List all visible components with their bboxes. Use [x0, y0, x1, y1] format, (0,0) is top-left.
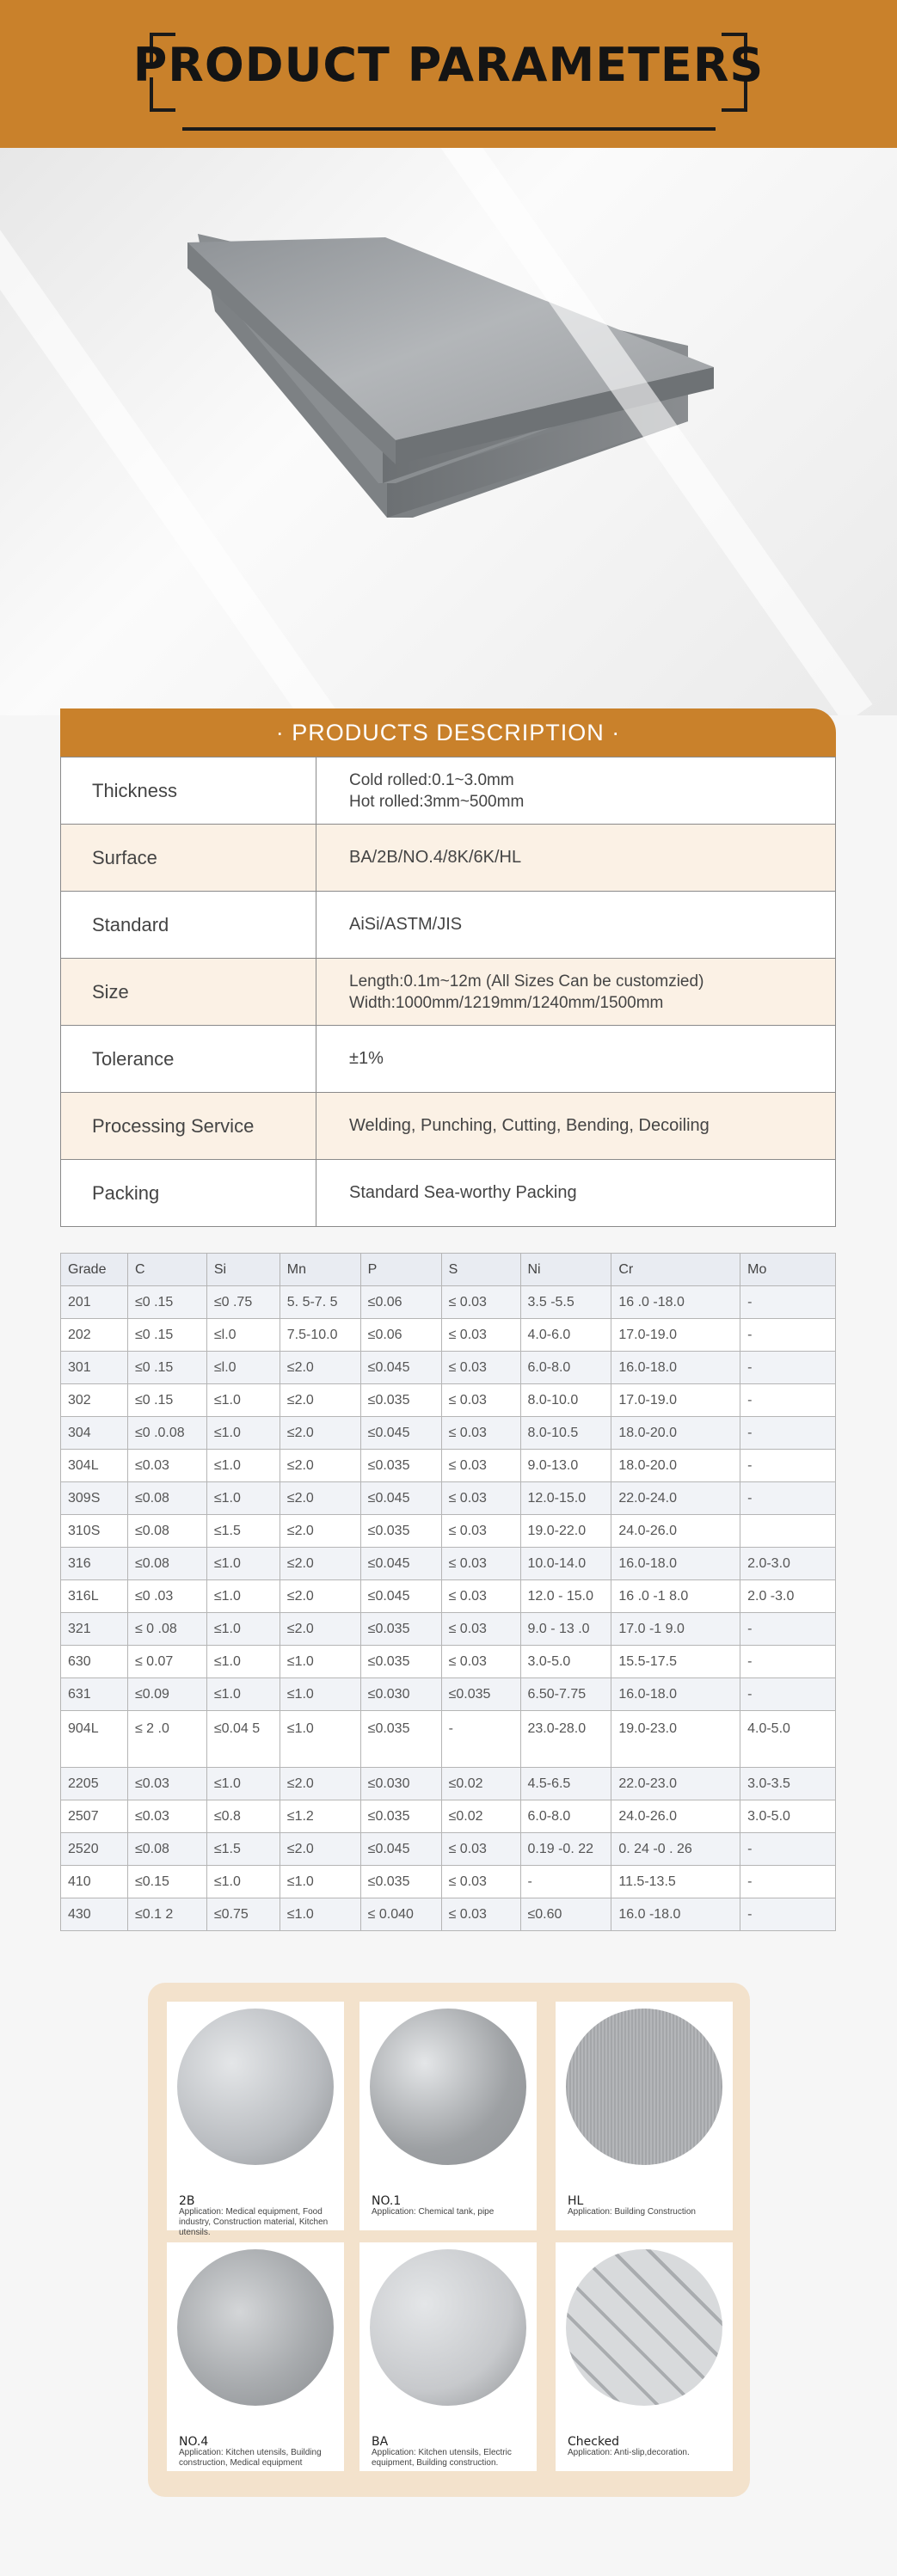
grade-cell: - [740, 1898, 836, 1931]
grade-cell: 16.0-18.0 [611, 1678, 740, 1711]
grade-cell: 3.0-5.0 [740, 1800, 836, 1833]
grade-cell: 18.0-20.0 [611, 1450, 740, 1482]
grade-cell: ≤0.035 [360, 1800, 441, 1833]
grade-cell: - [740, 1384, 836, 1417]
description-value [316, 1026, 836, 1093]
description-table [60, 757, 836, 1227]
grade-cell: 309S [61, 1482, 128, 1515]
grade-cell: ≤0.035 [360, 1515, 441, 1548]
grade-cell: 201 [61, 1286, 128, 1319]
grade-cell: 3.0-3.5 [740, 1768, 836, 1800]
description-value-line: Hot rolled:3mm~500mm [349, 792, 525, 811]
grade-row [61, 1548, 836, 1580]
grade-cell: 12.0-15.0 [520, 1482, 611, 1515]
grade-cell: ≤2.0 [280, 1417, 360, 1450]
grade-row [61, 1417, 836, 1450]
grade-cell: 5. 5-7. 5 [280, 1286, 360, 1319]
grade-cell: ≤1.0 [280, 1898, 360, 1931]
grade-cell: ≤0.02 [441, 1800, 520, 1833]
grade-cell: 7.5-10.0 [280, 1319, 360, 1352]
grade-cell: 3.0-5.0 [520, 1646, 611, 1678]
grade-row [61, 1450, 836, 1482]
grade-cell: 16.0-18.0 [611, 1548, 740, 1580]
grade-cell: 8.0-10.5 [520, 1417, 611, 1450]
grade-cell: ≤0.1 2 [127, 1898, 206, 1931]
grade-cell: 2.0 -3.0 [740, 1580, 836, 1613]
grade-cell: ≤1.0 [206, 1678, 280, 1711]
grade-cell: 430 [61, 1898, 128, 1931]
grade-cell: ≤ 0.03 [441, 1866, 520, 1898]
grade-cell: 9.0 - 13 .0 [520, 1613, 611, 1646]
description-value-line: Welding, Punching, Cutting, Bending, Decoiling [349, 1116, 710, 1135]
grade-cell: 18.0-20.0 [611, 1417, 740, 1450]
grade-cell: ≤0.03 [127, 1768, 206, 1800]
grade-composition-table [60, 1253, 836, 1931]
grade-cell: 24.0-26.0 [611, 1515, 740, 1548]
grade-cell: ≤0 .75 [206, 1286, 280, 1319]
grade-cell: 0.19 -0. 22 [520, 1833, 611, 1866]
grade-cell: ≤1.0 [206, 1482, 280, 1515]
grade-cell: 11.5-13.5 [611, 1866, 740, 1898]
grade-cell: 17.0 -1 9.0 [611, 1613, 740, 1646]
description-value [316, 757, 836, 825]
column-header: C [127, 1254, 206, 1286]
finish-card [556, 2002, 733, 2230]
grade-row [61, 1898, 836, 1931]
grade-cell: ≤1.0 [206, 1580, 280, 1613]
grade-row [61, 1319, 836, 1352]
grade-cell: ≤0.75 [206, 1898, 280, 1931]
grade-cell: 17.0-19.0 [611, 1384, 740, 1417]
grade-cell: ≤l.0 [206, 1319, 280, 1352]
grade-cell: ≤1.5 [206, 1515, 280, 1548]
description-row [61, 959, 836, 1026]
finish-application: Application: Anti-slip,decoration. [568, 2448, 690, 2457]
grade-cell: 410 [61, 1866, 128, 1898]
grade-cell: 304L [61, 1450, 128, 1482]
description-row [61, 892, 836, 959]
grade-cell: ≤0.06 [360, 1286, 441, 1319]
grade-cell: ≤l.0 [206, 1352, 280, 1384]
finish-card [556, 2242, 733, 2471]
grade-cell: ≤0.03 [127, 1800, 206, 1833]
grade-cell: ≤0.045 [360, 1417, 441, 1450]
grade-cell: ≤ 0.03 [441, 1515, 520, 1548]
grade-cell: - [740, 1352, 836, 1384]
description-key: Processing Service [61, 1093, 316, 1160]
grade-cell: ≤ 0.040 [360, 1898, 441, 1931]
product-photo [0, 148, 897, 715]
grade-cell: ≤0 .15 [127, 1384, 206, 1417]
grade-cell: ≤0.035 [360, 1384, 441, 1417]
finish-application: Application: Building Construction [568, 2207, 696, 2217]
grade-cell: ≤0 .0.08 [127, 1417, 206, 1450]
description-row [61, 825, 836, 892]
grade-row [61, 1800, 836, 1833]
grade-cell: 17.0-19.0 [611, 1319, 740, 1352]
description-value-line: Width:1000mm/1219mm/1240mm/1500mm [349, 993, 664, 1012]
description-key: Surface [61, 825, 316, 892]
finish-application: Application: Chemical tank, pipe [372, 2207, 495, 2217]
grade-cell: - [740, 1646, 836, 1678]
grade-row [61, 1678, 836, 1711]
grade-cell: ≤0.08 [127, 1482, 206, 1515]
finish-card [359, 2002, 537, 2230]
grade-row [61, 1711, 836, 1768]
grade-cell: - [740, 1678, 836, 1711]
grade-cell: 6.0-8.0 [520, 1800, 611, 1833]
grade-cell: ≤0.045 [360, 1548, 441, 1580]
finish-sample-disc [566, 2009, 722, 2165]
grade-cell: 16 .0 -18.0 [611, 1286, 740, 1319]
grade-cell: - [740, 1286, 836, 1319]
grade-cell: ≤ 0.03 [441, 1833, 520, 1866]
grade-cell: ≤1.0 [280, 1711, 360, 1768]
grade-cell: - [520, 1866, 611, 1898]
description-value-line: Standard Sea-worthy Packing [349, 1183, 577, 1202]
grade-cell: ≤0.035 [360, 1613, 441, 1646]
grade-cell: - [740, 1482, 836, 1515]
grade-cell: 2205 [61, 1768, 128, 1800]
grade-cell: ≤0.045 [360, 1833, 441, 1866]
grade-cell: ≤0.60 [520, 1898, 611, 1931]
grade-cell: ≤ 0.03 [441, 1646, 520, 1678]
finish-application: Application: Medical equipment, Food industry, Construction material, Kitchen utensils. [179, 2207, 329, 2237]
grade-row [61, 1646, 836, 1678]
description-row [61, 757, 836, 825]
grade-cell: - [740, 1450, 836, 1482]
grade-cell: ≤1.0 [206, 1548, 280, 1580]
grade-cell: ≤2.0 [280, 1450, 360, 1482]
description-key: Thickness [61, 757, 316, 825]
finish-name: BA [372, 2435, 389, 2449]
grade-cell: - [740, 1866, 836, 1898]
grade-row [61, 1866, 836, 1898]
grade-cell: ≤1.0 [206, 1450, 280, 1482]
grade-cell: ≤0.06 [360, 1319, 441, 1352]
grade-cell: 9.0-13.0 [520, 1450, 611, 1482]
finish-name: NO.1 [372, 2194, 402, 2208]
grade-cell: ≤1.5 [206, 1833, 280, 1866]
grade-cell: ≤2.0 [280, 1768, 360, 1800]
grade-cell: ≤0 .03 [127, 1580, 206, 1613]
title-underline [182, 127, 716, 131]
grade-cell: ≤2.0 [280, 1515, 360, 1548]
grade-cell [740, 1515, 836, 1548]
description-row [61, 1093, 836, 1160]
grade-cell: ≤0.035 [360, 1646, 441, 1678]
grade-row [61, 1833, 836, 1866]
grade-cell: ≤2.0 [280, 1580, 360, 1613]
column-header: Mo [740, 1254, 836, 1286]
finish-card [167, 2242, 344, 2471]
grade-cell: ≤2.0 [280, 1352, 360, 1384]
grade-cell: 2507 [61, 1800, 128, 1833]
description-caption: · PRODUCTS DESCRIPTION · [60, 708, 836, 757]
grade-cell: ≤1.0 [206, 1613, 280, 1646]
grade-cell: ≤1.0 [206, 1768, 280, 1800]
grade-row [61, 1515, 836, 1548]
description-value-line: BA/2B/NO.4/8K/6K/HL [349, 848, 522, 867]
grade-cell: ≤ 0.03 [441, 1450, 520, 1482]
column-header: Si [206, 1254, 280, 1286]
grade-cell: ≤0.02 [441, 1768, 520, 1800]
description-row [61, 1160, 836, 1227]
description-key: Size [61, 959, 316, 1026]
products-description [60, 708, 836, 1227]
grade-cell: ≤1.0 [206, 1417, 280, 1450]
grade-cell: ≤ 0.03 [441, 1352, 520, 1384]
grade-cell: ≤0.030 [360, 1768, 441, 1800]
grade-cell: ≤ 0 .08 [127, 1613, 206, 1646]
grade-cell: 22.0-23.0 [611, 1768, 740, 1800]
column-header: P [360, 1254, 441, 1286]
grade-cell: ≤2.0 [280, 1548, 360, 1580]
surface-finishes-panel [148, 1983, 750, 2497]
grade-cell: ≤ 0.03 [441, 1319, 520, 1352]
grade-cell: ≤ 0.03 [441, 1286, 520, 1319]
grade-cell: ≤0.04 5 [206, 1711, 280, 1768]
column-header: Grade [61, 1254, 128, 1286]
grade-cell: ≤ 0.03 [441, 1548, 520, 1580]
grade-row [61, 1482, 836, 1515]
grade-cell: 316L [61, 1580, 128, 1613]
column-header: S [441, 1254, 520, 1286]
grade-cell: 0. 24 -0 . 26 [611, 1833, 740, 1866]
grade-cell: ≤ 2 .0 [127, 1711, 206, 1768]
grade-cell: 301 [61, 1352, 128, 1384]
grade-cell: 6.0-8.0 [520, 1352, 611, 1384]
grade-cell: ≤0 .15 [127, 1319, 206, 1352]
grade-cell: ≤0.03 [127, 1450, 206, 1482]
finish-sample-disc [566, 2249, 722, 2406]
grade-cell: ≤2.0 [280, 1833, 360, 1866]
grade-cell: ≤1.0 [206, 1866, 280, 1898]
grade-cell: ≤0.08 [127, 1833, 206, 1866]
description-key: Standard [61, 892, 316, 959]
grade-cell: 6.50-7.75 [520, 1678, 611, 1711]
description-value-line: Cold rolled:0.1~3.0mm [349, 770, 514, 789]
grade-cell: ≤0.045 [360, 1352, 441, 1384]
grade-cell: 16.0 -18.0 [611, 1898, 740, 1931]
description-value [316, 892, 836, 959]
grade-cell: ≤0.08 [127, 1548, 206, 1580]
grade-cell: 202 [61, 1319, 128, 1352]
header-banner [0, 0, 897, 148]
finish-sample-disc [370, 2249, 526, 2406]
grade-cell: 316 [61, 1548, 128, 1580]
grade-cell: 19.0-23.0 [611, 1711, 740, 1768]
description-value-line: ±1% [349, 1049, 384, 1068]
grade-cell: 2.0-3.0 [740, 1548, 836, 1580]
grade-cell: 10.0-14.0 [520, 1548, 611, 1580]
grade-cell: 22.0-24.0 [611, 1482, 740, 1515]
column-header: Ni [520, 1254, 611, 1286]
column-header: Cr [611, 1254, 740, 1286]
description-value [316, 959, 836, 1026]
grade-cell: ≤0.030 [360, 1678, 441, 1711]
grade-cell: ≤ 0.03 [441, 1580, 520, 1613]
grade-cell: 23.0-28.0 [520, 1711, 611, 1768]
grade-cell: ≤2.0 [280, 1384, 360, 1417]
grade-cell: ≤ 0.03 [441, 1384, 520, 1417]
column-header: Mn [280, 1254, 360, 1286]
grade-cell: ≤0.035 [360, 1866, 441, 1898]
grade-cell: ≤1.2 [280, 1800, 360, 1833]
finish-name: NO.4 [179, 2435, 209, 2449]
grade-cell: ≤ 0.03 [441, 1613, 520, 1646]
grade-cell: 8.0-10.0 [520, 1384, 611, 1417]
grade-cell: 16 .0 -1 8.0 [611, 1580, 740, 1613]
grade-cell: ≤0.08 [127, 1515, 206, 1548]
grade-cell: ≤0.035 [441, 1678, 520, 1711]
grade-cell: 12.0 - 15.0 [520, 1580, 611, 1613]
description-value [316, 825, 836, 892]
grade-cell: 302 [61, 1384, 128, 1417]
grade-cell: 15.5-17.5 [611, 1646, 740, 1678]
grade-cell: ≤0 .15 [127, 1352, 206, 1384]
grade-cell: ≤0.09 [127, 1678, 206, 1711]
grade-row [61, 1580, 836, 1613]
grade-cell: ≤0.045 [360, 1580, 441, 1613]
grade-cell: 4.0-5.0 [740, 1711, 836, 1768]
grade-cell: ≤2.0 [280, 1613, 360, 1646]
description-value [316, 1093, 836, 1160]
grade-cell: - [441, 1711, 520, 1768]
grade-cell: ≤0 .15 [127, 1286, 206, 1319]
grade-cell: - [740, 1833, 836, 1866]
finish-sample-disc [177, 2009, 334, 2165]
grade-cell: ≤ 0.03 [441, 1417, 520, 1450]
finish-name: Checked [568, 2435, 620, 2449]
page-title: PRODUCT PARAMETERS [132, 38, 765, 92]
grade-cell: ≤1.0 [280, 1866, 360, 1898]
grade-cell: ≤ 0.03 [441, 1898, 520, 1931]
grade-cell: 3.5 -5.5 [520, 1286, 611, 1319]
grade-cell: ≤0.045 [360, 1482, 441, 1515]
grade-cell: 631 [61, 1678, 128, 1711]
description-key: Packing [61, 1160, 316, 1227]
grade-cell: ≤1.0 [206, 1646, 280, 1678]
finish-name: HL [568, 2194, 584, 2208]
description-key: Tolerance [61, 1026, 316, 1093]
grade-cell: 321 [61, 1613, 128, 1646]
finish-sample-disc [177, 2249, 334, 2406]
grade-cell: 4.5-6.5 [520, 1768, 611, 1800]
grade-row [61, 1286, 836, 1319]
grade-cell: 904L [61, 1711, 128, 1768]
grade-cell: - [740, 1613, 836, 1646]
finish-application: Application: Kitchen utensils, Electric equipment, Building construction. [372, 2448, 512, 2468]
finish-application: Application: Kitchen utensils, Building construction, Medical equipment [179, 2448, 322, 2468]
grade-cell: ≤ 0.03 [441, 1482, 520, 1515]
grade-cell: ≤0.035 [360, 1711, 441, 1768]
grade-cell: 4.0-6.0 [520, 1319, 611, 1352]
finish-name: 2B [179, 2194, 195, 2208]
description-value-line: Length:0.1m~12m (All Sizes Can be customzied) [349, 972, 704, 991]
grade-cell: - [740, 1319, 836, 1352]
grade-cell: 310S [61, 1515, 128, 1548]
grade-row [61, 1352, 836, 1384]
grade-cell: ≤1.0 [280, 1646, 360, 1678]
grade-cell: 630 [61, 1646, 128, 1678]
grade-cell: ≤2.0 [280, 1482, 360, 1515]
description-row [61, 1026, 836, 1093]
grade-cell: 19.0-22.0 [520, 1515, 611, 1548]
grade-cell: - [740, 1417, 836, 1450]
grade-table-header [61, 1254, 836, 1286]
grade-cell: 24.0-26.0 [611, 1800, 740, 1833]
grade-cell: ≤0.15 [127, 1866, 206, 1898]
grade-cell: 304 [61, 1417, 128, 1450]
grade-cell: 2520 [61, 1833, 128, 1866]
description-value-line: AiSi/ASTM/JIS [349, 915, 463, 934]
grade-cell: ≤0.8 [206, 1800, 280, 1833]
finish-card [359, 2242, 537, 2471]
grade-cell: ≤1.0 [206, 1384, 280, 1417]
finish-card [167, 2002, 344, 2237]
grade-row [61, 1613, 836, 1646]
grade-cell: ≤0.035 [360, 1450, 441, 1482]
grade-row [61, 1384, 836, 1417]
finish-sample-disc [370, 2009, 526, 2165]
grade-cell: ≤1.0 [280, 1678, 360, 1711]
grade-cell: 16.0-18.0 [611, 1352, 740, 1384]
grade-row [61, 1768, 836, 1800]
description-value [316, 1160, 836, 1227]
grade-cell: ≤ 0.07 [127, 1646, 206, 1678]
